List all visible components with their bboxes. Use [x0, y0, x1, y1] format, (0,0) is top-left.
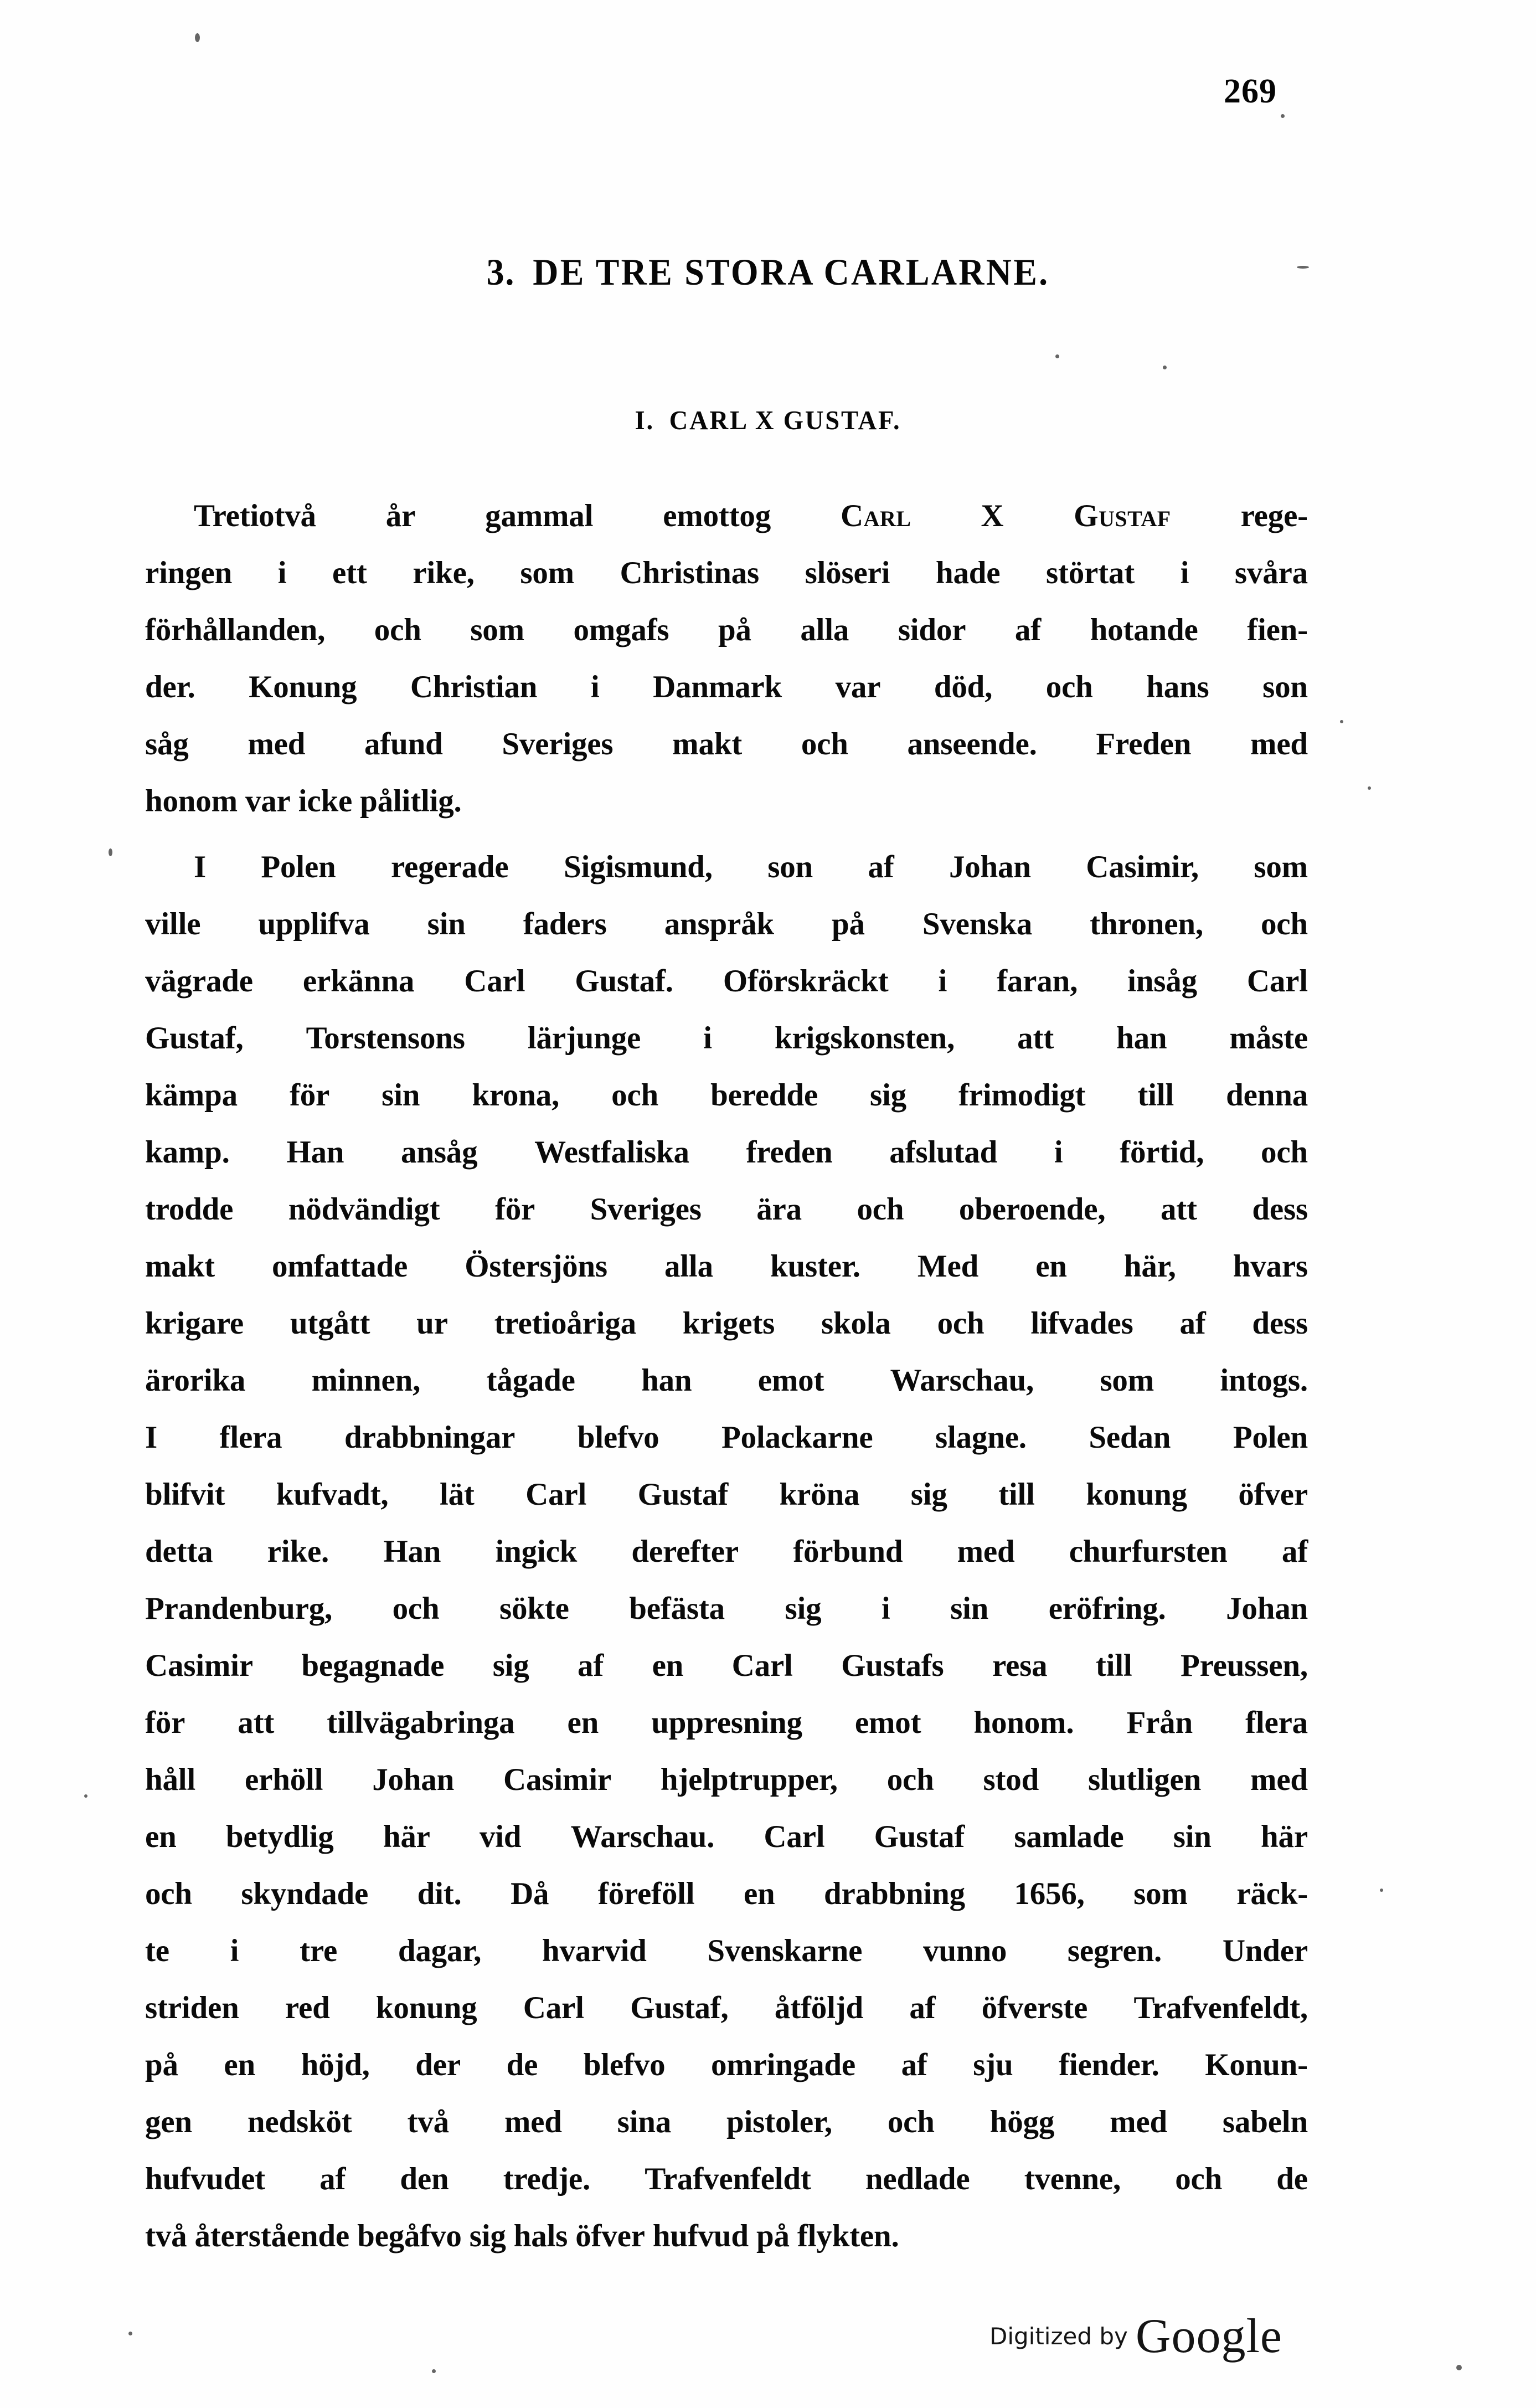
text-line: striden red konung Carl Gustaf, åtföljd af öfverste Trafvenfeldt, — [145, 1990, 1308, 2025]
text-line: och skyndade dit. Då föreföll en drabbning 1656, som räck- — [145, 1876, 1308, 1911]
text-line: kamp. Han ansåg Westfaliska freden afslutad i förtid, och — [145, 1135, 1308, 1170]
text-line: vägrade erkänna Carl Gustaf. Oförskräckt i faran, insåg Carl — [145, 964, 1308, 999]
text-line: detta rike. Han ingick derefter förbund med churfursten af — [145, 1534, 1308, 1569]
scan-speck — [128, 2332, 132, 2335]
google-watermark — [989, 2308, 1282, 2364]
section-heading — [38, 404, 1497, 436]
scan-speck — [84, 1794, 87, 1798]
paragraph-2 — [145, 838, 1308, 2265]
section-title-text: CARL X GUSTAF. — [669, 405, 901, 435]
scan-speck — [1368, 786, 1371, 790]
scan-speck — [432, 2369, 436, 2373]
watermark-prefix: Digitized by — [989, 2323, 1128, 2350]
text-line: honom var icke pålitlig. — [145, 784, 462, 819]
text-line: te i tre dagar, hvarvid Svenskarne vunno segren. Under — [145, 1933, 1308, 1968]
page-number: 269 — [1224, 73, 1277, 110]
text-line: ville upplifva sin faders anspråk på Svenska thronen, och — [145, 907, 1308, 941]
text-line: blifvit kufvadt, lät Carl Gustaf kröna sig till konung öfver — [145, 1477, 1308, 1512]
chapter-number: 3. — [486, 251, 516, 293]
text-line: Prandenburg, och sökte befästa sig i sin eröfring. Johan — [145, 1591, 1308, 1626]
chapter-heading — [46, 250, 1490, 294]
scan-speck — [109, 848, 112, 856]
scan-speck — [1163, 366, 1167, 369]
text-line: Tretiotvå år gammal emottog Carl X Gustaf rege- — [194, 498, 1308, 533]
text-line: gen nedsköt två med sina pistoler, och högg med sabeln — [145, 2105, 1308, 2139]
chapter-title-text: DE TRE STORA CARLARNE. — [533, 251, 1050, 293]
text-line: på en höjd, der de blefvo omringade af sju fiender. Konun- — [145, 2047, 1308, 2082]
paragraph-1 — [145, 487, 1308, 830]
text-line: hufvudet af den tredje. Trafvenfeldt nedlade tvenne, och de — [145, 2162, 1308, 2196]
watermark-brand: Google — [1135, 2309, 1282, 2363]
scan-speck — [1380, 1889, 1383, 1892]
text-line: I flera drabbningar blefvo Polackarne slagne. Sedan Polen — [145, 1420, 1308, 1455]
text-line: för att tillvägabringa en uppresning emot honom. Från flera — [145, 1705, 1308, 1740]
text-line: I Polen regerade Sigismund, son af Johan Casimir, som — [194, 850, 1308, 884]
scan-speck — [1055, 354, 1059, 358]
text-line: en betydlig här vid Warschau. Carl Gustaf samlade sin här — [145, 1819, 1308, 1854]
text-line: der. Konung Christian i Danmark var död, och hans son — [145, 670, 1308, 704]
scan-speck — [195, 33, 200, 42]
text-line: ringen i ett rike, som Christinas slöseri hade störtat i svåra — [145, 555, 1308, 590]
text-line: Casimir begagnade sig af en Carl Gustafs resa till Preussen, — [145, 1648, 1308, 1683]
text-line: två återstående begåfvo sig hals öfver hufvud på flykten. — [145, 2219, 899, 2253]
body-text — [145, 487, 1308, 2265]
scan-speck — [1340, 720, 1343, 723]
scan-speck — [1456, 2365, 1462, 2370]
text-line: håll erhöll Johan Casimir hjelptrupper, och stod slutligen med — [145, 1762, 1308, 1797]
text-line: förhållanden, och som omgafs på alla sidor af hotande fien- — [145, 613, 1308, 647]
scan-speck — [1297, 266, 1309, 269]
text-line: ärorika minnen, tågade han emot Warschau, som intogs. — [145, 1363, 1308, 1398]
text-line: Gustaf, Torstensons lärjunge i krigskonsten, att han måste — [145, 1021, 1308, 1056]
section-number: I. — [635, 405, 655, 435]
text-line: kämpa för sin krona, och beredde sig frimodigt till denna — [145, 1078, 1308, 1113]
text-line: trodde nödvändigt för Sveriges ära och oberoende, att dess — [145, 1192, 1308, 1227]
text-line: krigare utgått ur tretioåriga krigets skola och lifvades af dess — [145, 1306, 1308, 1341]
scan-speck — [1281, 114, 1285, 118]
text-line: makt omfattade Östersjöns alla kuster. Med en här, hvars — [145, 1249, 1308, 1284]
text-line: såg med afund Sveriges makt och anseende. Freden med — [145, 727, 1308, 761]
